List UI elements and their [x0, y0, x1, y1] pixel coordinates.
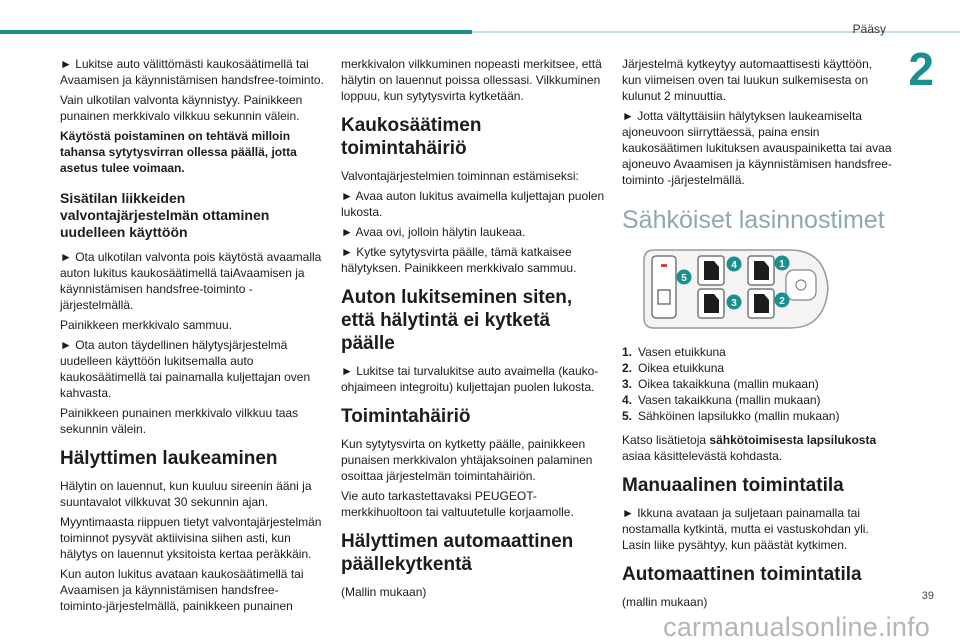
mirror-control-icon — [786, 270, 816, 300]
legend-text: Oikea takaikkuna (mallin mukaan) — [638, 377, 819, 391]
legend-text: Vasen takaikkuna (mallin mukaan) — [638, 393, 821, 407]
heading-electric-windows: Sähköiset lasinnostimet — [622, 206, 885, 234]
paragraph: Painikkeen punainen merkkivalo vilkkuu taas sekunnin välein. — [60, 406, 299, 436]
legend-number: 1. — [622, 345, 633, 359]
paragraph: ► Ota auton täydellinen hälytysjärjestelmä uudelleen käyttöön lukitsemalla auto kaukosäätimellä tai painamalla kuljettajan oven kahvasta. — [60, 338, 311, 400]
column-2 — [341, 56, 607, 604]
column-3 — [622, 56, 892, 614]
cross-reference-paragraph — [622, 432, 892, 464]
paragraph: Myyntimaasta riippuen tietyt valvontajärjestelmän toiminnot pysyvät aktiivisina siihen asti, kun hälytys on lauennut yksitoista kertaa peräkkäin. — [60, 515, 322, 561]
paragraph: (Mallin mukaan) — [341, 585, 427, 599]
cross-ref-text: Katso lisätietoja — [622, 433, 710, 447]
paragraph: Vie auto tarkastettavaksi PEUGEOT-merkkihuoltoon tai valtuutetulle korjaamolle. — [341, 489, 574, 519]
paragraph: ► Ikkuna avataan ja suljetaan painamalla tai nostamalla kytkintä, mutta ei vastuskohdan yli. Lasin liike pysähtyy, kun päästät kytkimen. — [622, 506, 869, 552]
cross-ref-link: sähkötoimisesta lapsilukosta — [709, 433, 877, 447]
warning-paragraph: Käytöstä poistaminen on tehtävä milloin tahansa sytytysvirran ollessa päällä, jotta asetus tulee voimaan. — [60, 129, 297, 175]
heading-manual-mode: Manuaalinen toimintatila — [622, 475, 844, 496]
legend-text: Sähköinen lapsilukko (mallin mukaan) — [638, 409, 840, 423]
window-switch-panel-figure — [640, 246, 830, 332]
legend-number: 4. — [622, 393, 633, 407]
section-title: Pääsy — [852, 22, 886, 36]
legend-text: Vasen etuikkuna — [638, 345, 726, 359]
paragraph: ► Avaa ovi, jolloin hälytin laukeaa. — [341, 225, 526, 239]
paragraph: ► Jotta vältyttäisiin hälytyksen laukeamiselta ajoneuvoon siirryttäessä, paina ensin kaukosäätimen lukituksen avauspainiketta tai avaa ajoneuvo Avaamisen ja käynnistämisen handsfree-toiminto -järjestelmällä. — [622, 109, 892, 187]
callout-2-label: 2 — [779, 296, 785, 307]
legend-item — [622, 360, 892, 376]
paragraph: ► Avaa auton lukitus avaimella kuljettajan puolen lukosta. — [341, 189, 605, 219]
callout-5-label: 5 — [681, 273, 687, 284]
paragraph: Hälytin on lauennut, kun kuuluu sireenin ääni ja suuntavalot vilkkuvat 30 sekunnin ajan. — [60, 479, 312, 509]
legend-item — [622, 392, 892, 408]
cross-ref-text: asiaa käsittelevästä kohdasta. — [622, 449, 783, 463]
heading-alarm-trigger: Hälyttimen laukeaminen — [60, 448, 278, 469]
paragraph: ► Lukitse auto välittömästi kaukosäätimellä tai Avaamisen ja käynnistämisen handsfree-toiminto. — [60, 57, 324, 87]
header-rule — [472, 31, 960, 33]
column-1 — [60, 56, 324, 618]
chapter-number: 2 — [908, 43, 934, 95]
legend-number: 5. — [622, 409, 633, 423]
callout-1-label: 1 — [779, 259, 785, 270]
paragraph: Kun sytytysvirta on kytketty päälle, painikkeen punaisen merkkivalon yhtäjaksoinen palaminen osoittaa järjestelmän toimintahäiriön. — [341, 437, 593, 483]
callout-3-label: 3 — [731, 298, 737, 309]
paragraph: (mallin mukaan) — [622, 595, 708, 609]
heading-cabin-monitoring: Sisätilan liikkeiden valvontajärjestelmän ottaminen uudelleen käyttöön — [60, 190, 270, 240]
paragraph: Kun auton lukitus avataan kaukosäätimellä tai Avaamisen ja käynnistämisen handsfree-toiminto-järjestelmällä, painikkeen punainen — [60, 567, 304, 613]
figure-legend — [622, 344, 892, 424]
paragraph: merkkivalon vilkkuminen nopeasti merkitsee, että hälytin on lauennut poissa ollessasi. Vilkkuminen loppuu, kun sytytysvirta kytketään. — [341, 57, 602, 103]
paragraph: Vain ulkotilan valvonta käynnistyy. Painikkeen punainen merkkivalo vilkkuu sekunnin välein. — [60, 93, 303, 123]
legend-item — [622, 376, 892, 392]
legend-number: 3. — [622, 377, 633, 391]
paragraph: ► Lukitse tai turvalukitse auto avaimella (kauko-ohjaimeen integroitu) kuljettajan puolen lukosta. — [341, 364, 599, 394]
heading-malfunction: Toimintahäiriö — [341, 406, 471, 427]
paragraph: Valvontajärjestelmien toiminnan estämiseksi: — [341, 169, 579, 183]
heading-auto-activation: Hälyttimen automaattinen päällekytkentä — [341, 531, 574, 575]
window-switch-illustration — [640, 246, 830, 332]
legend-item — [622, 344, 892, 360]
watermark: carmanualsonline.info — [663, 612, 930, 642]
heading-lock-without-alarm: Auton lukitseminen siten, että hälytintä ei kytketä päälle — [341, 287, 573, 354]
header-accent-bar — [0, 30, 472, 34]
legend-item — [622, 408, 892, 424]
callout-4-label: 4 — [731, 260, 737, 271]
paragraph: ► Kytke sytytysvirta päälle, tämä katkaisee hälytyksen. Painikkeen merkkivalo sammuu. — [341, 245, 577, 275]
paragraph: Painikkeen merkkivalo sammuu. — [60, 318, 233, 332]
legend-number: 2. — [622, 361, 633, 375]
heading-remote-fault: Kaukosäätimen toimintahäiriö — [341, 115, 482, 159]
paragraph: ► Ota ulkotilan valvonta pois käytöstä avaamalla auton lukitus kaukosäätimellä taiAvaamisen ja käynnistämisen handsfree-toiminto -järjestelmällä. — [60, 250, 322, 312]
page-number: 39 — [921, 590, 934, 602]
paragraph: Järjestelmä kytkeytyy automaattisesti käyttöön, kun viimeisen oven tai luukun sulkemisesta on kulunut 2 minuuttia. — [622, 57, 873, 103]
heading-automatic-mode: Automaattinen toimintatila — [622, 564, 862, 585]
legend-text: Oikea etuikkuna — [638, 361, 725, 375]
child-lock-led-icon — [661, 264, 667, 267]
